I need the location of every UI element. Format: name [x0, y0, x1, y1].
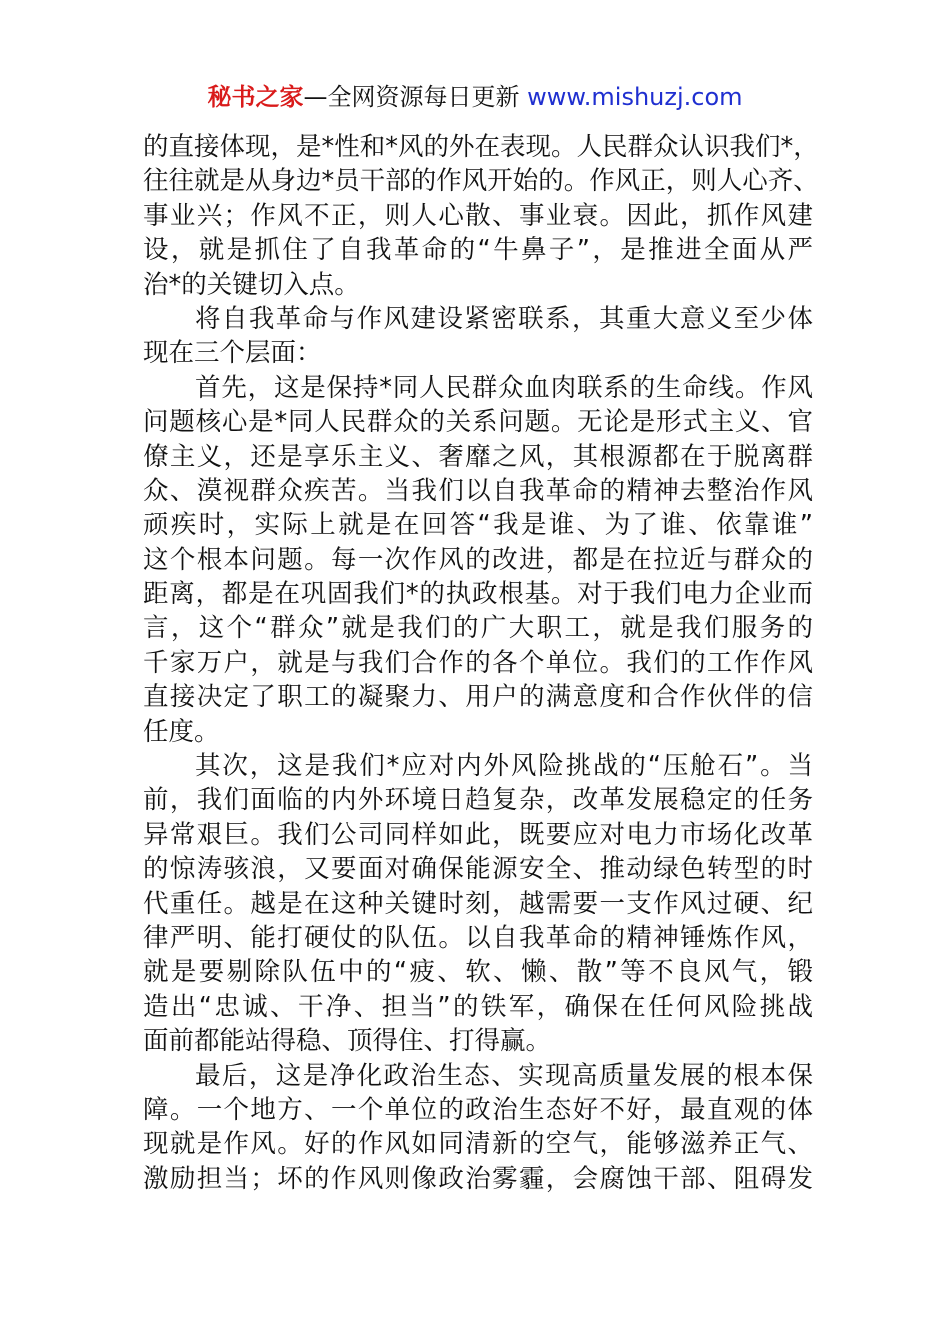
text-line: 现就是作风。好的作风如同清新的空气，能够滋养正气、 [143, 1129, 813, 1160]
text-line: 治*的关键切入点。 [143, 269, 360, 300]
paragraph-start-line: 其次，这是我们*应对内外风险挑战的“压舱石”。当 [195, 751, 813, 782]
text-line: 事业兴；作风不正，则人心散、事业衰。因此，抓作风建 [143, 200, 813, 231]
text-line: 问题核心是*同人民群众的关系问题。无论是形式主义、官 [143, 407, 813, 438]
text-line: 言，这个“群众”就是我们的广大职工，就是我们服务的 [143, 613, 813, 644]
brand-name: 秘书之家 [207, 83, 304, 111]
text-line: 的直接体现，是*性和*风的外在表现。人民群众认识我们*， [143, 132, 819, 162]
text-line: 律严明、能打硬仗的队伍。以自我革命的精神锤炼作风， [143, 922, 813, 953]
paragraph-start-line: 最后，这是净化政治生态、实现高质量发展的根本保 [195, 1060, 813, 1091]
text-line: 千家万户，就是与我们合作的各个单位。我们的工作作风 [143, 647, 813, 678]
text-line: 造出“忠诚、干净、担当”的铁军，确保在任何风险挑战 [143, 991, 813, 1022]
site-url-link[interactable]: www.mishuzj.com [527, 83, 743, 111]
text-line: 距离，都是在巩固我们*的执政根基。对于我们电力企业而 [143, 579, 813, 610]
text-line: 的惊涛骇浪，又要面对确保能源安全、推动绿色转型的时 [143, 854, 813, 885]
text-line: 异常艰巨。我们公司同样如此，既要应对电力市场化改革 [143, 819, 813, 850]
article-body [143, 130, 819, 1196]
text-line: 代重任。越是在这种关键时刻，越需要一支作风过硬、纪 [143, 888, 813, 919]
text-line: 直接决定了职工的凝聚力、用户的满意度和合作伙伴的信 [143, 682, 813, 713]
text-line: 激励担当；坏的作风则像政治雾霾，会腐蚀干部、阻碍发 [143, 1163, 813, 1194]
paragraph-start-line: 首先，这是保持*同人民群众血肉联系的生命线。作风 [195, 372, 813, 403]
text-line: 众、漠视群众疾苦。当我们以自我革命的精神去整治作风 [143, 475, 813, 506]
paragraph-start-line: 将自我革命与作风建设紧密联系，其重大意义至少体 [195, 303, 813, 334]
text-line: 就是要剔除队伍中的“疲、软、懒、散”等不良风气，锻 [143, 957, 813, 988]
text-line: 这个根本问题。每一次作风的改进，都是在拉近与群众的 [143, 544, 813, 575]
site-header [0, 80, 950, 114]
header-tagline: —全网资源每日更新 [303, 83, 520, 111]
text-line: 障。一个地方、一个单位的政治生态好不好，最直观的体 [143, 1094, 813, 1125]
text-line: 设，就是抓住了自我革命的“牛鼻子”，是推进全面从严 [143, 235, 813, 266]
text-line: 顽疾时，实际上就是在回答“我是谁、为了谁、依靠谁” [143, 510, 813, 541]
text-line: 前，我们面临的内外环境日趋复杂，改革发展稳定的任务 [143, 785, 813, 816]
text-line: 任度。 [143, 716, 220, 747]
text-line: 僚主义，还是享乐主义、奢靡之风，其根源都在于脱离群 [143, 441, 813, 472]
text-line: 面前都能站得稳、顶得住、打得赢。 [143, 1026, 552, 1057]
text-line: 现在三个层面： [143, 338, 322, 369]
text-line: 往往就是从身边*员干部的作风开始的。作风正，则人心齐、 [143, 166, 819, 197]
